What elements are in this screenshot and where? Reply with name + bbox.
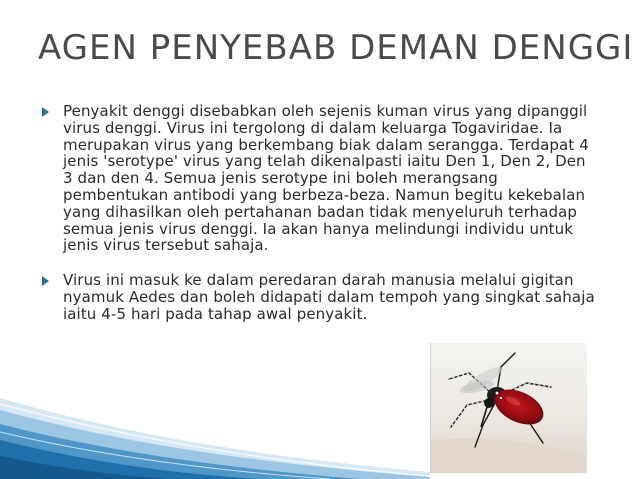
triangle-right-icon xyxy=(42,276,49,286)
page-title: AGEN PENYEBAB DEMAN DENGGI xyxy=(38,28,634,68)
bullet-text: Penyakit denggi disebabkan oleh sejenis kuman virus yang dipanggil virus denggi. Virus ini tergolong di dalam keluarga Togaviridae. Ia merupakan virus yang berkembang biak dalam serangga. Terdapat 4 jenis 'serotype' virus yang telah dikenalpasti iaitu Den 1, Den 2, Den 3 dan den 4. Semua jenis serotype ini boleh merangsang pembentukan antibodi yang berbeza-beza. Namun begitu kekebalan yang dihasilkan oleh pertahanan badan tidak menyeluruh terhadap semua jenis virus denggi. Ia akan hanya melindungi individu untuk jenis virus tersebut sahaja. xyxy=(63,102,589,255)
bullet-list xyxy=(40,103,600,341)
triangle-right-icon xyxy=(42,107,49,117)
bullet-text: Virus ini masuk ke dalam peredaran darah manusia melalui gigitan nyamuk Aedes dan boleh didapati dalam tempoh yang singkat sahaja iaitu 4-5 hari pada tahap awal penyakit. xyxy=(63,271,595,323)
mosquito-image xyxy=(430,343,587,473)
list-item xyxy=(40,103,600,254)
list-item xyxy=(40,272,600,322)
